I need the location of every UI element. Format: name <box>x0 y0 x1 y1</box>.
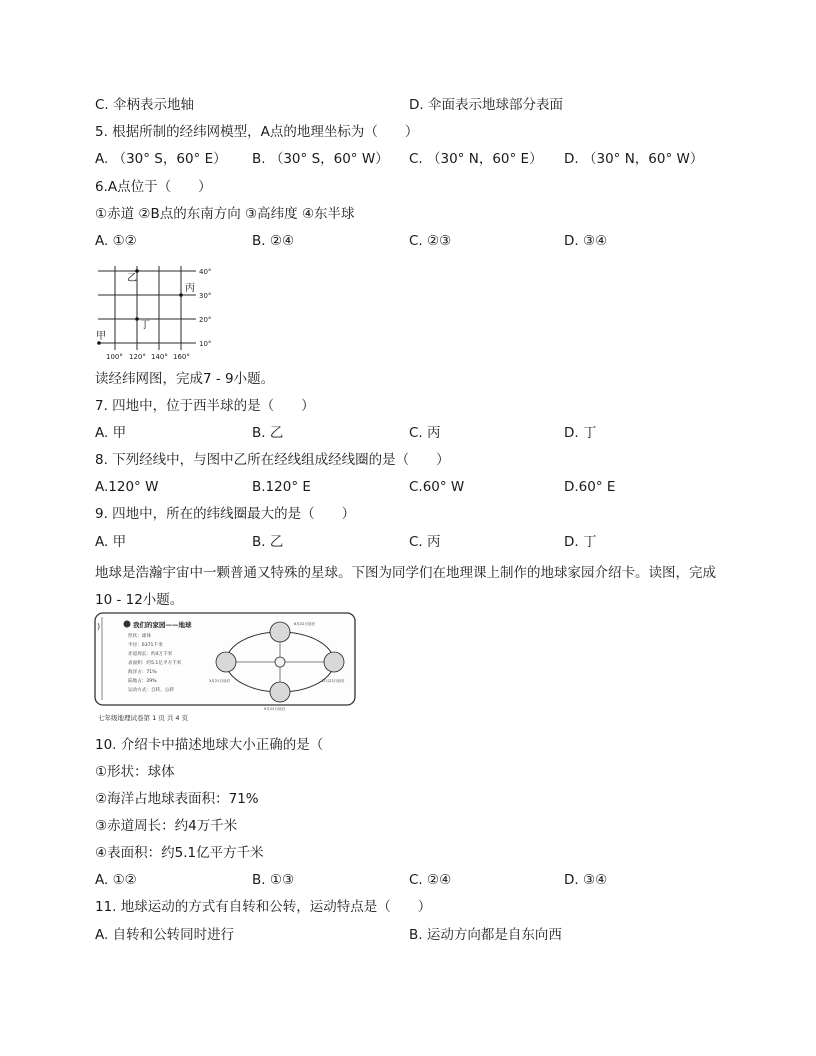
point-jia-label: 甲 <box>96 331 106 342</box>
q5-option-a: A. （30° S，60° E） <box>95 151 227 167</box>
lat-label-30: 30° <box>199 292 212 300</box>
lon-label-100: 100° <box>106 353 123 361</box>
card-header-bullet <box>124 621 131 628</box>
season-top-label: 6月22日前后 <box>294 622 316 626</box>
q6-option-b: B. ②④ <box>252 233 295 249</box>
q11-option-a: A. 自转和公转同时进行 <box>95 927 235 943</box>
q8-option-c: C.60° W <box>409 479 465 495</box>
q10-option-d: D. ③④ <box>564 872 608 888</box>
q10-item-1: ①形状：球体 <box>95 764 175 780</box>
point-ding-label: 丁 <box>140 320 150 331</box>
q9-stem: 9. 四地中，所在的纬线圈最大的是（ ） <box>95 506 356 522</box>
card-line-1: 形状：球体 <box>128 634 151 639</box>
lat-label-20: 20° <box>199 316 212 324</box>
lat-label-40: 40° <box>199 268 212 276</box>
q7-option-d: D. 丁 <box>564 425 597 441</box>
card-line-7: 运动方式：自转、公转 <box>128 688 174 693</box>
intro-q10-12: 地球是浩瀚宇宙中一颗普通又特殊的星球。下图为同学们在地理课上制作的地球家园介绍卡。读图，完成10 - 12小题。 <box>95 565 716 608</box>
q9-option-d: D. 丁 <box>564 534 597 550</box>
lon-label-140: 140° <box>151 353 168 361</box>
earth-left-icon <box>216 652 236 672</box>
q10-item-2: ②海洋占地球表面积：71% <box>95 791 259 807</box>
card-line-2: 半径：6371千米 <box>128 643 163 648</box>
q8-stem: 8. 下列经线中，与图中乙所在经线组成经线圈的是（ ） <box>95 452 450 468</box>
season-left-label: 3月21日前后 <box>209 679 231 683</box>
point-bing-label: 丙 <box>185 283 195 294</box>
q10-item-4: ④表面积：约5.1亿平方千米 <box>95 845 264 861</box>
sun-icon <box>275 657 285 667</box>
lon-label-160: 160° <box>173 353 190 361</box>
q5-option-b: B. （30° S，60° W） <box>252 151 389 167</box>
lat-label-10: 10° <box>199 340 212 348</box>
svg-text:): ) <box>97 622 101 631</box>
card-line-5: 海洋占：71% <box>128 670 157 675</box>
q4-option-d: D. 伞面表示地球部分表面 <box>409 97 563 113</box>
q7-option-a: A. 甲 <box>95 425 127 441</box>
q6-option-a: A. ①② <box>95 233 137 249</box>
q11-option-b: B. 运动方向都是自东向西 <box>409 927 562 943</box>
lon-label-120: 120° <box>129 353 146 361</box>
q10-stem: 10. 介绍卡中描述地球大小正确的是（ <box>95 737 324 753</box>
card-header: 我们的家园——地球 <box>133 621 192 629</box>
q8-option-d: D.60° E <box>564 479 616 495</box>
q6-option-d: D. ③④ <box>564 233 608 249</box>
q10-option-c: C. ②④ <box>409 872 452 888</box>
q9-option-a: A. 甲 <box>95 534 127 550</box>
q5-stem: 5. 根据所制的经纬网模型，A点的地理坐标为（ ） <box>95 124 419 140</box>
q10-option-b: B. ①③ <box>252 872 295 888</box>
lat-lon-grid-figure <box>92 262 222 364</box>
season-bottom-label: 9月23日前后 <box>264 707 286 711</box>
q6-option-c: C. ②③ <box>409 233 452 249</box>
q6-choices: ①赤道 ②B点的东南方向 ③高纬度 ④东半球 <box>95 206 355 222</box>
intro-q7-9: 读经纬网图，完成7 - 9小题。 <box>95 371 275 387</box>
card-line-6: 陆地占：29% <box>128 679 157 684</box>
q11-stem: 11. 地球运动的方式有自转和公转，运动特点是（ ） <box>95 899 432 915</box>
q5-option-d: D. （30° N，60° W） <box>564 151 704 167</box>
earth-right-icon <box>324 652 344 672</box>
q9-option-c: C. 丙 <box>409 534 441 550</box>
q7-stem: 7. 四地中，位于西半球的是（ ） <box>95 398 315 414</box>
card-line-3: 赤道周长：约4万千米 <box>128 652 173 657</box>
earth-top-icon <box>270 622 290 642</box>
q10-option-a: A. ①② <box>95 872 137 888</box>
q6-stem: 6.A点位于（ ） <box>95 179 212 195</box>
q7-option-c: C. 丙 <box>409 425 441 441</box>
point-bing-dot <box>179 293 183 297</box>
card-line-4: 表面积：约5.1亿平方千米 <box>128 661 182 666</box>
point-yi-label: 乙 <box>127 273 137 284</box>
q9-option-b: B. 乙 <box>252 534 284 550</box>
q4-option-c: C. 伞柄表示地轴 <box>95 97 195 113</box>
q10-item-3: ③赤道周长：约4万千米 <box>95 818 238 834</box>
earth-bottom-icon <box>270 682 290 702</box>
season-right-label: 12月22日前后 <box>321 679 345 683</box>
q8-option-a: A.120° W <box>95 479 159 495</box>
card-page-footer: 七年级地理试卷第 1 页 共 4 页 <box>98 714 189 722</box>
earth-intro-card-figure <box>94 612 359 724</box>
point-ding-dot <box>135 317 139 321</box>
q8-option-b: B.120° E <box>252 479 311 495</box>
q7-option-b: B. 乙 <box>252 425 284 441</box>
q5-option-c: C. （30° N，60° E） <box>409 151 543 167</box>
